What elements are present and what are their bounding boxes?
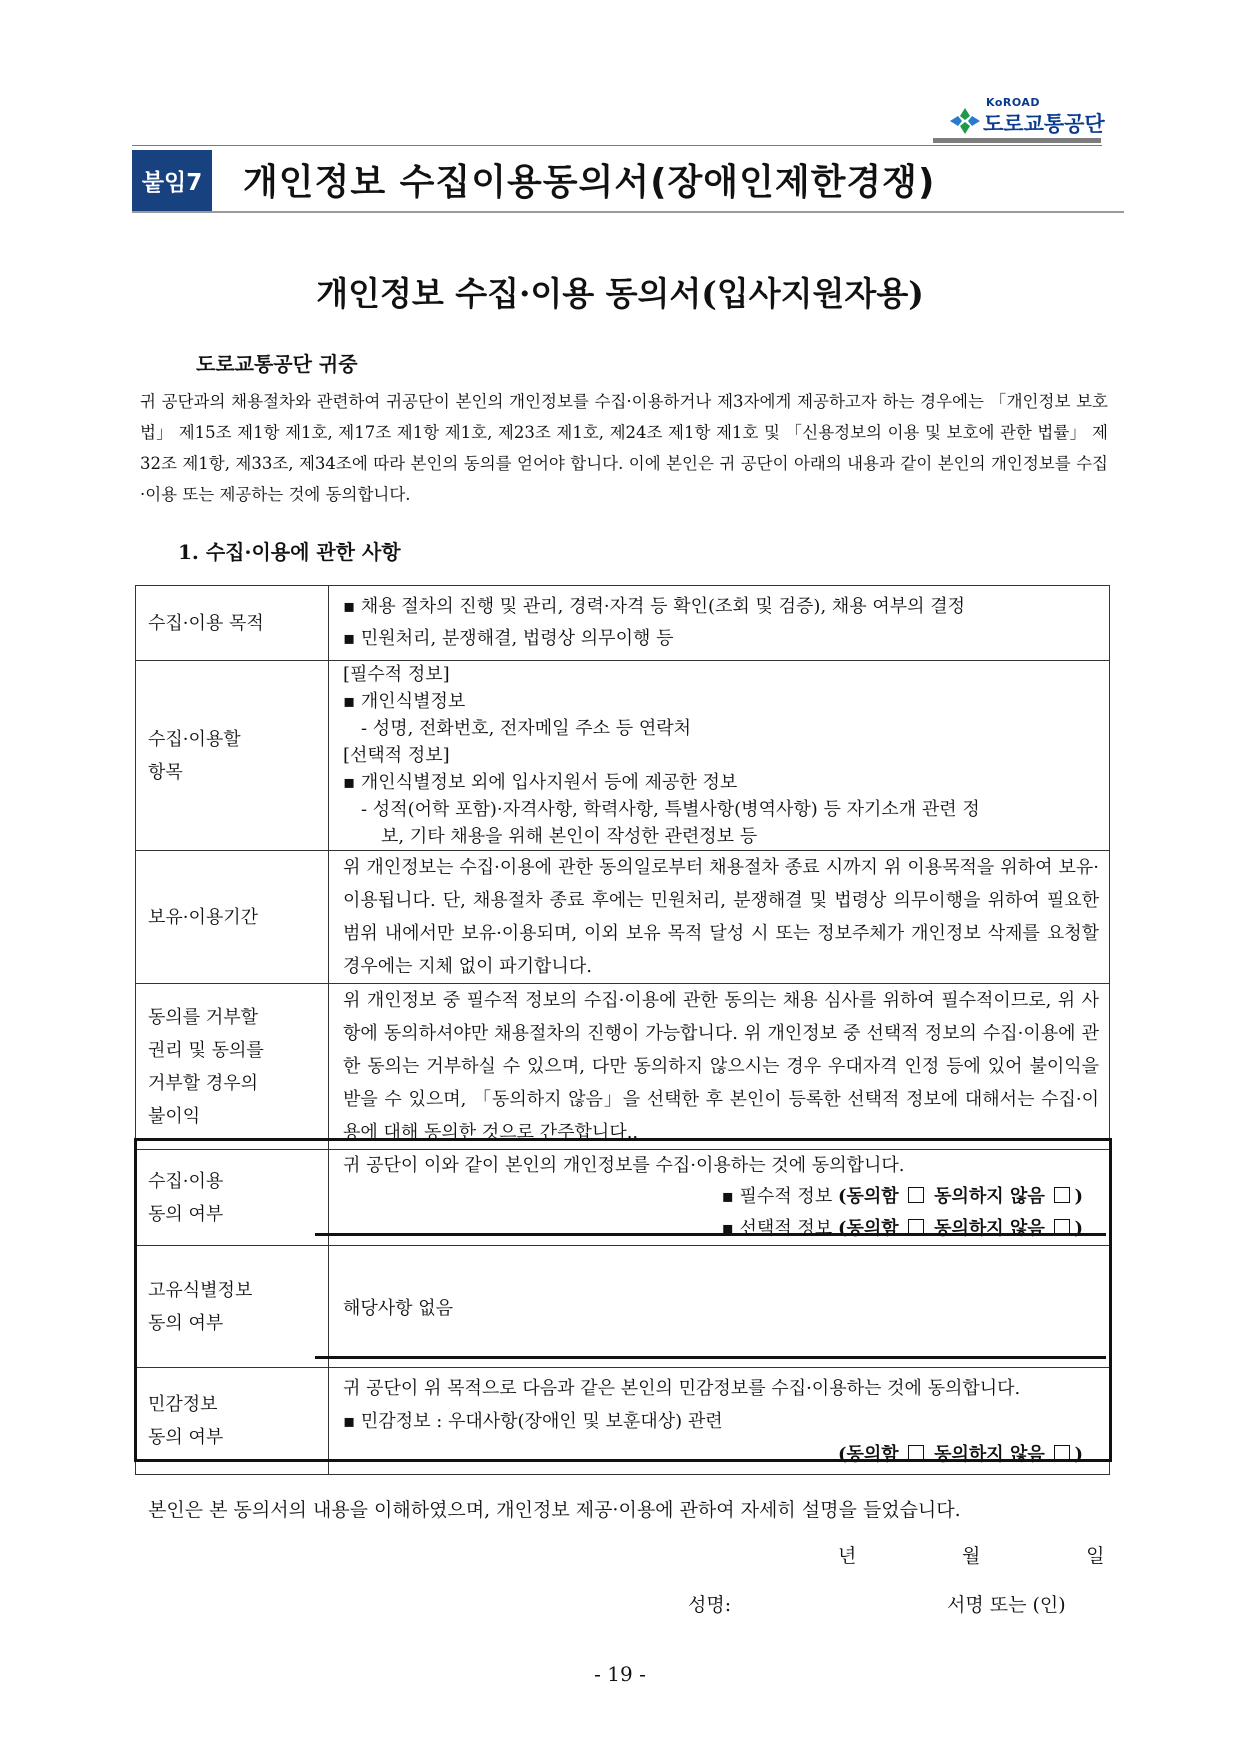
header-top-rule xyxy=(132,145,1102,146)
unique-id-label xyxy=(136,1246,329,1368)
sensitive-label-line-2: 동의 여부 xyxy=(148,1427,224,1448)
unique-id-label-line-2: 동의 여부 xyxy=(148,1312,224,1334)
addressee: 도로교통공단 귀중 xyxy=(196,352,358,376)
purpose-label: 수집·이용 목적 xyxy=(136,586,329,661)
consent-text: 귀 공단이 이와 같이 본인의 개인정보를 수집·이용하는 것에 동의합니다. xyxy=(343,1155,905,1176)
intro-paragraph: 귀 공단과의 채용절차와 관련하여 귀공단이 본인의 개인정보를 수집·이용하거나 제3자에게 제공하고자 하는 경우에는 「개인정보 보호법」 제15조 제1항 제1호, 제17조 제1항 제1호, 제23조 제1호, 제24조 제1항 제1호 및 「신용정보의 이용 및 보호에 관한 법률」 제32조 제1항, 제33조, 제34조에 따라 본인의 동의를 얻어야 합니다. 이에 본인은 귀 공단이 아래의 내용과 같이 본인의 개인정보를 수집·이용 또는 제공하는 것에 동의합니다. xyxy=(140,392,1108,504)
sensitive-text: 귀 공단이 위 목적으로 다음과 같은 본인의 민감정보를 수집·이용하는 것에 동의합니다. xyxy=(343,1377,1021,1399)
table-row-refusal xyxy=(136,984,1110,1150)
page-number: - 19 - xyxy=(594,1662,646,1686)
required-info-label: ▪ 필수적 정보 xyxy=(721,1186,833,1207)
logo-underline xyxy=(933,138,1101,143)
refusal-label-line-2: 권리 및 동의를 xyxy=(148,1039,264,1061)
required-agree-checkbox[interactable] xyxy=(908,1187,924,1203)
logo-text-kr: 도로교통공단 xyxy=(983,112,1105,136)
required-disagree-checkbox[interactable] xyxy=(1054,1187,1070,1203)
sensitive-content xyxy=(329,1368,1110,1475)
items-line-3: - 성명, 전화번호, 전자메일 주소 등 연락처 xyxy=(361,718,692,739)
items-line-7: 보, 기타 채용을 위해 본인이 작성한 관련정보 등 xyxy=(381,826,758,847)
purpose-line-2: ▪ 민원처리, 분쟁해결, 법령상 의무이행 등 xyxy=(343,628,674,649)
optional-consent-row: ▪ 선택적 정보 (동의함 동의하지 않음 ) xyxy=(721,1218,1083,1239)
optional-disagree-checkbox[interactable] xyxy=(1054,1219,1070,1235)
optional-disagree-label: 동의하지 않음 xyxy=(934,1218,1045,1239)
consent-content xyxy=(329,1150,1110,1246)
refusal-label-line-4: 불이익 xyxy=(148,1105,201,1127)
unique-id-content: 해당사항 없음 xyxy=(329,1246,1110,1368)
items-line-1: [필수적 정보] xyxy=(343,664,450,685)
sensitive-disagree-checkbox[interactable] xyxy=(1054,1445,1070,1461)
items-content xyxy=(329,661,1110,851)
year-label: 년 xyxy=(838,1545,857,1567)
sensitive-agree-checkbox[interactable] xyxy=(908,1445,924,1461)
sensitive-consent-row: (동의함 동의하지 않음 ) xyxy=(837,1443,1083,1465)
table-row-sensitive xyxy=(136,1368,1110,1475)
consent-label xyxy=(136,1150,329,1246)
attachment-badge: 붙임7 xyxy=(132,150,212,211)
table-row-consent xyxy=(136,1150,1110,1246)
table-row-retention xyxy=(136,851,1110,984)
optional-agree-label: 동의함 xyxy=(846,1218,899,1239)
items-line-2: ▪ 개인식별정보 xyxy=(343,691,466,712)
purpose-content xyxy=(329,586,1110,661)
required-disagree-label: 동의하지 않음 xyxy=(934,1186,1045,1207)
required-agree-label: 동의함 xyxy=(846,1186,899,1207)
header-bottom-rule xyxy=(132,211,1124,213)
items-line-6: - 성적(어학 포함)·자격사항, 학력사항, 특별사항(병역사항) 등 자기소개 관련 정 xyxy=(361,799,980,820)
day-label: 일 xyxy=(1086,1545,1105,1567)
retention-label: 보유·이용기간 xyxy=(136,851,329,984)
items-line-4: [선택적 정보] xyxy=(343,745,450,766)
table-row-unique-id xyxy=(136,1246,1110,1368)
sensitive-disagree-label: 동의하지 않음 xyxy=(934,1443,1045,1465)
page-title: 개인정보 수집이용동의서(장애인제한경쟁) xyxy=(243,162,936,203)
refusal-content: 위 개인정보 중 필수적 정보의 수집·이용에 관한 동의는 채용 심사를 위하여 필수적이므로, 위 사항에 동의하셔야만 채용절차의 진행이 가능합니다. 위 개인정보 중 선택적 정보의 수집·이용에 관한 동의는 거부하실 수 있으며, 다만 동의하지 않으시는 경우 우대자격 인정 등에 있어 불이익을 받을 수 있으며, 「동의하지 않음」을 선택한 후 본인이 등록한 선택적 정보에 대해서는 수집·이용에 대해 동의한 것으로 간주합니다.. xyxy=(329,984,1110,1150)
name-label: 성명: xyxy=(688,1594,732,1616)
table-row-items xyxy=(136,661,1110,851)
optional-info-label: ▪ 선택적 정보 xyxy=(721,1218,833,1239)
refusal-label-line-3: 거부할 경우의 xyxy=(148,1072,259,1094)
refusal-label xyxy=(136,984,329,1150)
consent-table xyxy=(135,585,1110,1475)
sensitive-label xyxy=(136,1368,329,1475)
refusal-label-line-1: 동의를 거부할 xyxy=(148,1006,259,1028)
unique-id-label-line-1: 고유식별정보 xyxy=(148,1279,253,1301)
logo-text-en: KoROAD xyxy=(986,96,1041,109)
items-label-line-1: 수집·이용할 xyxy=(148,728,241,750)
items-line-5: ▪ 개인식별정보 외에 입사지원서 등에 제공한 정보 xyxy=(343,772,738,793)
consent-label-line-2: 동의 여부 xyxy=(148,1203,224,1225)
document-title: 개인정보 수집·이용 동의서(입사지원자용) xyxy=(316,274,924,313)
koroad-logo-icon xyxy=(948,106,982,136)
required-consent-row: ▪ 필수적 정보 (동의함 동의하지 않음 ) xyxy=(721,1186,1083,1207)
section-1-title: 1. 수집·이용에 관한 사항 xyxy=(178,540,401,564)
retention-content: 위 개인정보는 수집·이용에 관한 동의일로부터 채용절차 종료 시까지 위 이용목적을 위하여 보유·이용됩니다. 단, 채용절차 종료 후에는 민원처리, 분쟁해결 및 법령상 의무이행을 위하여 필요한 범위 내에서만 보유·이용되며, 이외 보유 목적 달성 시 또는 정보주체가 개인정보 삭제를 요청할 경우에는 지체 없이 파기합니다. xyxy=(329,851,1110,984)
signature-label: 서명 또는 (인) xyxy=(947,1594,1066,1616)
date-row xyxy=(838,1541,1104,1568)
purpose-line-1: ▪ 채용 절차의 진행 및 관리, 경력·자격 등 확인(조회 및 검증), 채용 여부의 결정 xyxy=(343,596,966,617)
sensitive-item: ▪ 민감정보 : 우대사항(장애인 및 보훈대상) 관련 xyxy=(343,1410,723,1432)
sensitive-agree-label: 동의함 xyxy=(846,1443,899,1465)
consent-label-line-1: 수집·이용 xyxy=(148,1170,224,1192)
optional-agree-checkbox[interactable] xyxy=(908,1219,924,1235)
month-label: 월 xyxy=(962,1545,981,1567)
confirmation-statement: 본인은 본 동의서의 내용을 이해하였으며, 개인정보 제공·이용에 관하여 자세히 설명을 들었습니다. xyxy=(148,1499,961,1521)
items-label-line-2: 항목 xyxy=(148,761,183,783)
items-label xyxy=(136,661,329,851)
table-row-purpose xyxy=(136,586,1110,661)
sensitive-label-line-1: 민감정보 xyxy=(148,1394,218,1415)
